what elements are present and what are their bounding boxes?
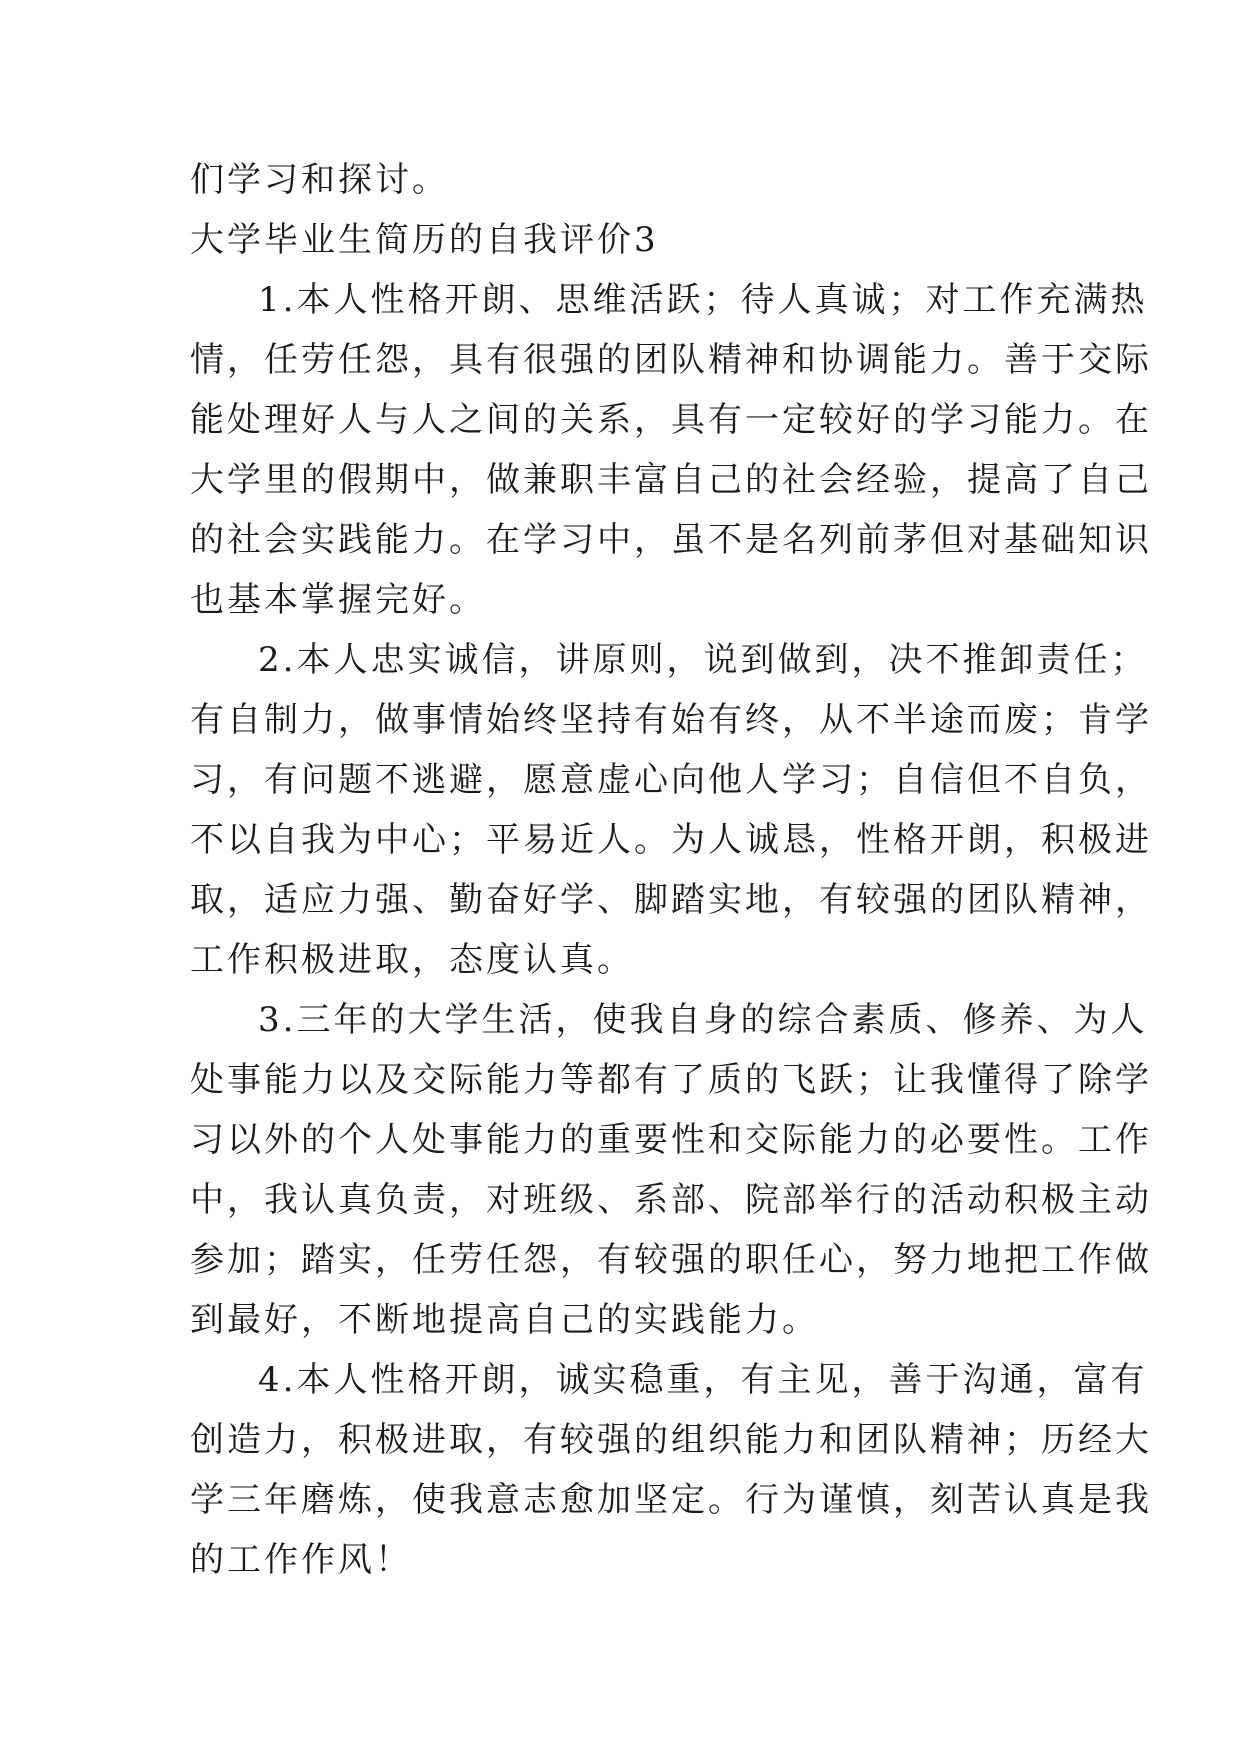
section-title: 大学毕业生简历的自我评价3 (190, 220, 659, 260)
document-page (190, 150, 1152, 1590)
paragraph-4 (190, 1350, 1152, 1590)
paragraph-line: 学三年磨炼，使我意志愈加坚定。行为谨慎，刻苦认真是我 (190, 1480, 1152, 1520)
paragraph-line: 大学里的假期中，做兼职丰富自己的社会经验，提高了自己 (190, 460, 1152, 500)
paragraph-line: 中，我认真负责，对班级、系部、院部举行的活动积极主动 (190, 1180, 1152, 1220)
paragraph-line: 的社会实践能力。在学习中，虽不是名列前茅但对基础知识 (190, 520, 1152, 560)
paragraph-line: 取，适应力强、勤奋好学、脚踏实地，有较强的团队精神， (190, 880, 1152, 920)
paragraph-line: 能处理好人与人之间的关系，具有一定较好的学习能力。在 (190, 400, 1152, 440)
paragraph-line: 的工作作风！ (190, 1540, 412, 1580)
continuation-text: 们学习和探讨。 (190, 160, 449, 200)
paragraph-line: 到最好，不断地提高自己的实践能力。 (190, 1300, 819, 1340)
paragraph-line: 情，任劳任怨，具有很强的团队精神和协调能力。善于交际 (190, 340, 1152, 380)
paragraph-3 (190, 990, 1152, 1350)
paragraph-line: 创造力，积极进取，有较强的组织能力和团队精神；历经大 (190, 1420, 1152, 1460)
paragraph-line: 3.三年的大学生活，使我自身的综合素质、修养、为人 (258, 1000, 1148, 1040)
paragraph-line: 处事能力以及交际能力等都有了质的飞跃；让我懂得了除学 (190, 1060, 1152, 1100)
paragraph-line: 也基本掌握完好。 (190, 580, 486, 620)
paragraph-line: 工作积极进取，态度认真。 (190, 940, 634, 980)
paragraph-1 (190, 270, 1152, 630)
paragraph-line: 有自制力，做事情始终坚持有始有终，从不半途而废；肯学 (190, 700, 1152, 740)
paragraph-2 (190, 630, 1152, 990)
paragraph-line: 2.本人忠实诚信，讲原则，说到做到，决不推卸责任； (258, 640, 1148, 680)
paragraph-line: 4.本人性格开朗，诚实稳重，有主见，善于沟通，富有 (258, 1360, 1148, 1400)
paragraph-line: 参加；踏实，任劳任怨，有较强的职任心，努力地把工作做 (190, 1240, 1152, 1280)
paragraph-line: 习以外的个人处事能力的重要性和交际能力的必要性。工作 (190, 1120, 1152, 1160)
paragraph-line: 不以自我为中心；平易近人。为人诚恳，性格开朗，积极进 (190, 820, 1152, 860)
paragraph-line: 1.本人性格开朗、思维活跃；待人真诚；对工作充满热 (258, 280, 1148, 320)
paragraph-line: 习，有问题不逃避，愿意虚心向他人学习；自信但不自负， (190, 760, 1152, 800)
